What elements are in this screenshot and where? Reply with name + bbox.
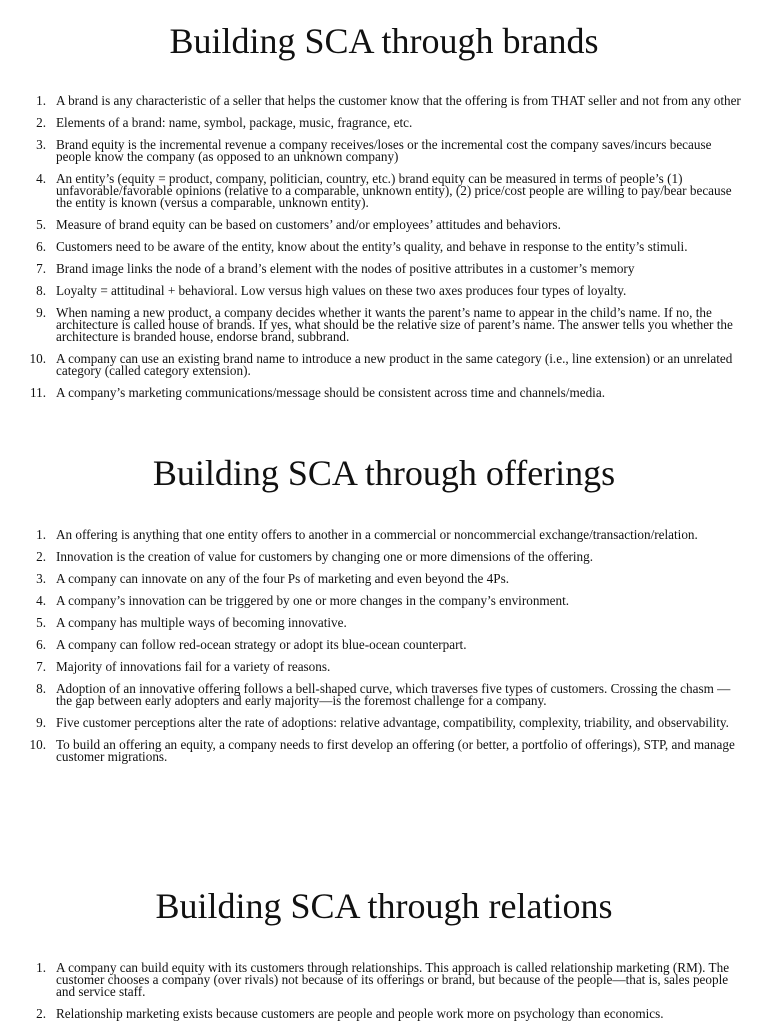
item-text: Five customer perceptions alter the rate of adoptions: relative advantage, compatibility, complexity, triability, and observability. <box>56 715 729 730</box>
list-item <box>0 353 746 377</box>
item-text: A company’s marketing communications/message should be consistent across time and channels/media. <box>56 385 605 400</box>
section-title: Building SCA through offerings <box>152 453 616 493</box>
item-text: An offering is anything that one entity offers to another in a commercial or noncommercial exchange/transaction/relation. <box>56 527 698 542</box>
list-item <box>0 739 746 763</box>
list-item <box>0 595 746 607</box>
item-number: 1. <box>36 93 46 108</box>
brands-list <box>0 95 746 409</box>
list-item <box>0 173 746 209</box>
section-brands <box>0 20 768 62</box>
list-item <box>0 717 746 729</box>
item-number: 8. <box>36 283 46 298</box>
list-item <box>0 241 746 253</box>
item-number: 4. <box>36 593 46 608</box>
list-item <box>0 639 746 651</box>
item-text: A company can innovate on any of the four Ps of marketing and even beyond the 4Ps. <box>56 571 510 586</box>
list-item <box>0 661 746 673</box>
item-text: Measure of brand equity can be based on customers’ and/or employees’ attitudes and behaviors. <box>56 217 561 232</box>
item-number: 5. <box>36 615 46 630</box>
item-number: 10. <box>29 737 46 752</box>
list-item <box>0 95 746 107</box>
item-text: Loyalty = attitudinal + behavioral. Low versus high values on these two axes produces four types of loyalty. <box>56 283 627 298</box>
item-text: Customers need to be aware of the entity, know about the entity’s quality, and behave in response to the entity’s stimuli. <box>56 239 688 254</box>
list-item <box>0 573 746 585</box>
offerings-list <box>0 529 746 773</box>
item-text: Relationship marketing exists because customers are people and people work more on psychology than economics. <box>56 1006 664 1021</box>
item-text: A company can follow red-ocean strategy or adopt its blue-ocean counterpart. <box>56 637 467 652</box>
relations-list <box>0 962 746 1030</box>
list-item <box>0 285 746 297</box>
section-offerings <box>0 452 768 494</box>
item-text: Brand equity is the incremental revenue a company receives/loses or the incremental cost the company saves/incurs because people know the company (as opposed to an unknown company) <box>56 137 712 164</box>
item-text: To build an offering an equity, a company needs to first develop an offering (or better, a portfolio of offerings), STP, and manage customer migrations. <box>56 737 735 764</box>
list-item <box>0 139 746 163</box>
list-item <box>0 529 746 541</box>
item-text: A company has multiple ways of becoming innovative. <box>56 615 347 630</box>
item-number: 6. <box>36 239 46 254</box>
item-text: Innovation is the creation of value for customers by changing one or more dimensions of the offering. <box>56 549 594 564</box>
list-item <box>0 387 746 399</box>
section-title: Building SCA through brands <box>169 21 599 61</box>
list-item <box>0 117 746 129</box>
list-item <box>0 617 746 629</box>
item-text: A brand is any characteristic of a seller that helps the customer know that the offering is from THAT seller and not from any other <box>56 93 741 108</box>
list-item <box>0 307 746 343</box>
item-number: 2. <box>36 115 46 130</box>
list-item <box>0 962 746 998</box>
item-number: 11. <box>30 385 46 400</box>
item-text: A company can build equity with its customers through relationships. This approach is called relationship marketing (RM). The customer chooses a company (over rivals) not because of its offerings or brand, but because of the people—that is, sales people and service staff. <box>56 960 730 999</box>
item-text: When naming a new product, a company decides whether it wants the parent’s name to appear in the child’s name. If no, the architecture is called house of brands. If yes, what should be the relative size of parent’s name. The answer tells you whether the architecture is branded house, endorse brand, subbrand. <box>56 305 733 344</box>
item-number: 6. <box>36 637 46 652</box>
item-number: 5. <box>36 217 46 232</box>
item-number: 8. <box>36 681 46 696</box>
item-text: A company’s innovation can be triggered by one or more changes in the company’s environment. <box>56 593 570 608</box>
item-text: An entity’s (equity = product, company, politician, country, etc.) brand equity can be measured in terms of people’s (1) unfavorable/favorable opinions (relative to a comparable, unknown entity), (2) price/cost people are willing to pay/bear because the entity is known (versus a comparable, unknown entity). <box>56 171 732 210</box>
section-title: Building SCA through relations <box>155 886 613 926</box>
list-item <box>0 683 746 707</box>
item-text: Elements of a brand: name, symbol, package, music, fragrance, etc. <box>56 115 413 130</box>
item-number: 9. <box>36 715 46 730</box>
list-item <box>0 1008 746 1020</box>
list-item <box>0 219 746 231</box>
item-number: 10. <box>29 351 46 366</box>
list-item <box>0 551 746 563</box>
item-number: 2. <box>36 1006 46 1021</box>
item-number: 7. <box>36 261 46 276</box>
item-number: 1. <box>36 960 46 975</box>
item-number: 7. <box>36 659 46 674</box>
item-number: 3. <box>36 137 46 152</box>
item-text: Brand image links the node of a brand’s element with the nodes of positive attributes in a customer’s memory <box>56 261 635 276</box>
section-relations <box>0 885 768 927</box>
item-number: 4. <box>36 171 46 186</box>
item-text: Adoption of an innovative offering follows a bell-shaped curve, which traverses five types of customers. Crossing the chasm —the gap between early adopters and early majority—is the foremost challenge for a company. <box>56 681 731 708</box>
item-text: Majority of innovations fail for a variety of reasons. <box>56 659 331 674</box>
item-number: 2. <box>36 549 46 564</box>
list-item <box>0 263 746 275</box>
item-number: 3. <box>36 571 46 586</box>
item-number: 1. <box>36 527 46 542</box>
item-number: 9. <box>36 305 46 320</box>
item-text: A company can use an existing brand name to introduce a new product in the same category (i.e., line extension) or an unrelated category (called category extension). <box>56 351 733 378</box>
